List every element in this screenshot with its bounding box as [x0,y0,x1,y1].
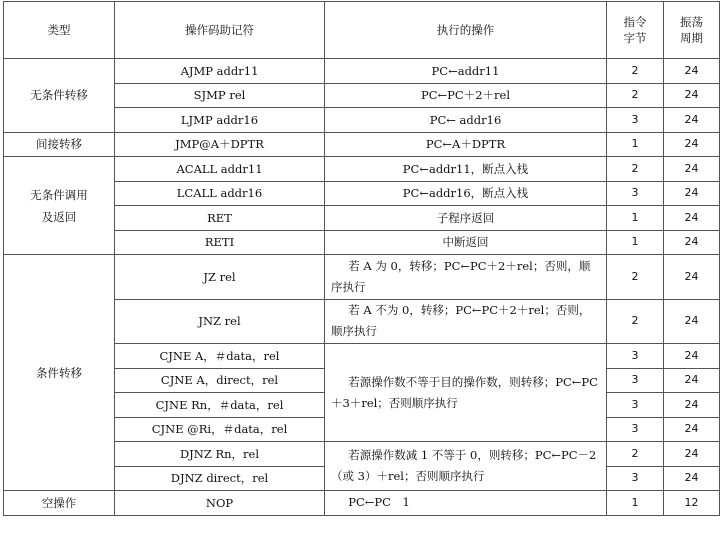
category-call-return: 无条件调用 及返回 [4,157,115,255]
category-conditional-jump: 条件转移 [4,255,115,491]
bytes-cell: 2 [607,255,664,300]
mnemonic-cell: CJNE A，＃data，rel [115,344,325,369]
bytes-cell: 2 [607,59,664,84]
operation-cell-cjne: 若源操作数不等于目的操作数，则转移；PC←PC＋3＋rel；否则顺序执行 [325,344,607,442]
operation-cell: PC←PC＋2＋rel [325,83,607,108]
mnemonic-cell: RETI [115,230,325,255]
bytes-cell: 2 [607,299,664,344]
cycles-cell: 24 [664,442,720,467]
bytes-cell: 3 [607,393,664,418]
bytes-cell: 3 [607,417,664,442]
cycles-cell: 24 [664,108,720,133]
mnemonic-cell: DJNZ Rn，rel [115,442,325,467]
mnemonic-cell: NOP [115,491,325,516]
operation-cell: PC←addr11，断点入栈 [325,157,607,182]
mnemonic-cell: LCALL addr16 [115,181,325,206]
header-operation: 执行的操作 [325,2,607,59]
mnemonic-cell: ACALL addr11 [115,157,325,182]
table-row [4,157,720,182]
cycles-cell: 24 [664,255,720,300]
mnemonic-cell: RET [115,206,325,231]
operation-cell: 若 A 为 0，转移；PC←PC＋2＋rel；否则，顺序执行 [325,255,607,300]
header-mnemonic: 操作码助记符 [115,2,325,59]
bytes-cell: 3 [607,344,664,369]
mnemonic-cell: JNZ rel [115,299,325,344]
cycles-cell: 24 [664,393,720,418]
category-nop: 空操作 [4,491,115,516]
operation-cell: 若 A 不为 0，转移；PC←PC＋2＋rel；否则，顺序执行 [325,299,607,344]
bytes-cell: 1 [607,491,664,516]
table-row [4,491,720,516]
header-cycles: 振荡 周期 [664,2,720,59]
cycles-cell: 24 [664,132,720,157]
bytes-cell: 2 [607,442,664,467]
cycles-cell: 24 [664,417,720,442]
bytes-cell: 3 [607,108,664,133]
mnemonic-cell: JMP@A＋DPTR [115,132,325,157]
bytes-cell: 1 [607,230,664,255]
mnemonic-cell: JZ rel [115,255,325,300]
table-row [4,59,720,84]
bytes-cell: 3 [607,466,664,491]
table-row [4,255,720,300]
header-bytes: 指令 字节 [607,2,664,59]
cycles-cell: 24 [664,230,720,255]
cycles-cell: 24 [664,157,720,182]
mnemonic-cell: DJNZ direct，rel [115,466,325,491]
cycles-cell: 24 [664,368,720,393]
table-row [4,132,720,157]
operation-cell: 中断返回 [325,230,607,255]
bytes-cell: 2 [607,157,664,182]
mnemonic-cell: CJNE @Ri，＃data，rel [115,417,325,442]
cycles-cell: 12 [664,491,720,516]
cycles-cell: 24 [664,206,720,231]
operation-cell: PC← addr16 [325,108,607,133]
operation-cell: PC←PC 1 [325,491,607,516]
cycles-cell: 24 [664,181,720,206]
cycles-cell: 24 [664,466,720,491]
category-indirect-jump: 间接转移 [4,132,115,157]
mnemonic-cell: AJMP addr11 [115,59,325,84]
mnemonic-cell: SJMP rel [115,83,325,108]
bytes-cell: 2 [607,83,664,108]
header-type: 类型 [4,2,115,59]
mnemonic-cell: CJNE A，direct，rel [115,368,325,393]
mnemonic-cell: CJNE Rn，＃data，rel [115,393,325,418]
operation-cell: PC←addr11 [325,59,607,84]
bytes-cell: 1 [607,132,664,157]
bytes-cell: 3 [607,368,664,393]
category-unconditional-jump: 无条件转移 [4,59,115,133]
cycles-cell: 24 [664,299,720,344]
cycles-cell: 24 [664,344,720,369]
bytes-cell: 3 [607,181,664,206]
header-row [4,2,720,59]
cycles-cell: 24 [664,59,720,84]
operation-cell: PC←A＋DPTR [325,132,607,157]
operation-cell: 子程序返回 [325,206,607,231]
operation-cell: PC←addr16，断点入栈 [325,181,607,206]
bytes-cell: 1 [607,206,664,231]
cycles-cell: 24 [664,83,720,108]
instruction-table [3,1,720,516]
mnemonic-cell: LJMP addr16 [115,108,325,133]
operation-cell-djnz: 若源操作数减 1 不等于 0，则转移；PC←PC－2（或 3）＋rel；否则顺序执行 [325,442,607,491]
